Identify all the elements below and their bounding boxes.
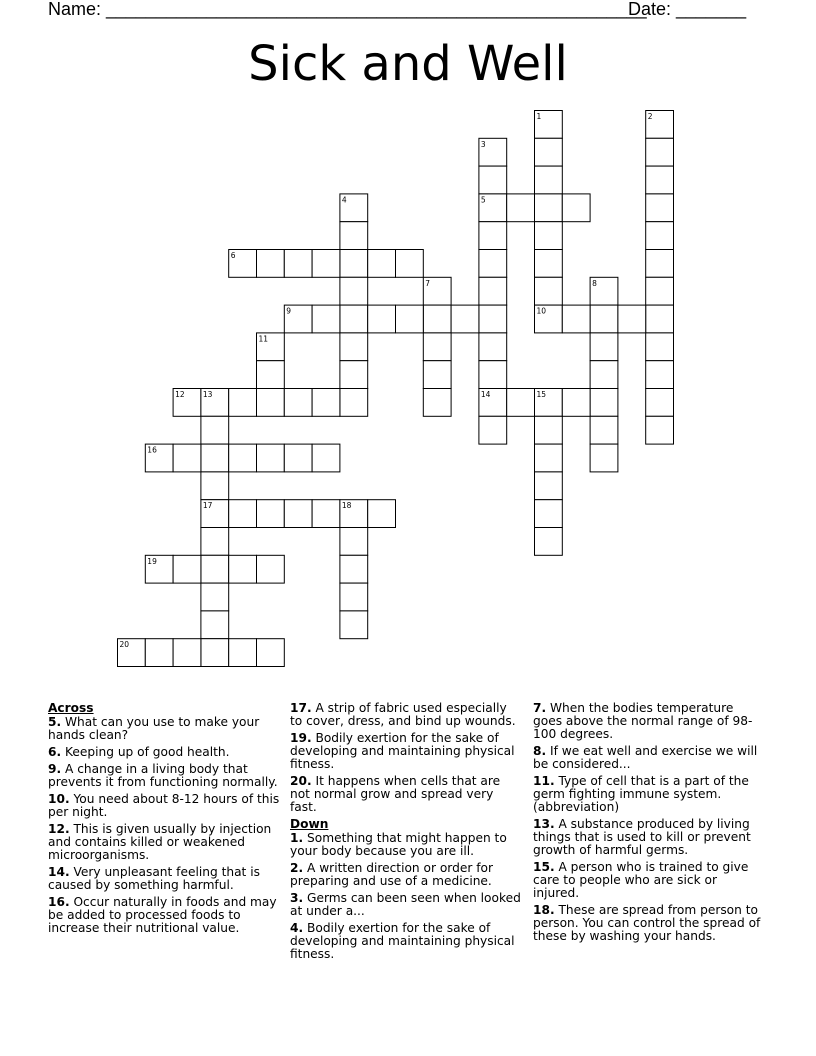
clue-number: 1 <box>536 112 542 121</box>
grid-cell[interactable] <box>257 389 285 417</box>
grid-cell[interactable] <box>340 555 368 583</box>
clue-number: 3 <box>480 139 486 149</box>
grid-cell[interactable] <box>201 528 229 556</box>
grid-cell[interactable] <box>201 444 229 472</box>
clue-across: 14. Very unpleasant feeling that is caused by something harmful. <box>48 865 260 892</box>
grid-cell[interactable] <box>423 389 451 417</box>
clue-across: 17. A strip of fabric used especially to cover, dress, and bind up wounds. <box>290 701 516 728</box>
clue-number: 6 <box>230 251 236 260</box>
grid-cell[interactable] <box>145 639 173 667</box>
clue-across: 6. Keeping up of good health. <box>48 745 230 759</box>
clue-number: 8 <box>592 278 597 288</box>
grid-cell[interactable] <box>340 222 368 250</box>
clue-column-3 <box>533 702 765 947</box>
grid-cell[interactable] <box>340 277 368 305</box>
grid-cell[interactable] <box>590 416 618 444</box>
clue-across: 10. You need about 8-12 hours of this per night. <box>48 792 280 819</box>
grid-cell[interactable] <box>535 416 563 444</box>
clue-down: 8. If we eat well and exercise we will be considered... <box>533 744 758 771</box>
grid-cell[interactable] <box>396 305 424 333</box>
grid-cell[interactable] <box>646 389 674 417</box>
grid-cell[interactable] <box>284 250 312 278</box>
grid-cell[interactable] <box>423 361 451 389</box>
grid-cell[interactable] <box>201 639 229 667</box>
grid-cell[interactable] <box>201 472 229 500</box>
grid-cell[interactable] <box>646 250 674 278</box>
clue-number: 15 <box>536 390 547 399</box>
grid-cell[interactable] <box>590 444 618 472</box>
grid-cell[interactable] <box>618 305 646 333</box>
grid-cell[interactable] <box>646 222 674 250</box>
clue-number: 13 <box>202 390 213 399</box>
clue-across: 9. A change in a living body that prevents it from functioning normally. <box>48 762 278 789</box>
clue-down: 3. Germs can been seen when looked at under a... <box>290 891 521 918</box>
grid-cell[interactable] <box>535 166 563 194</box>
clue-number: 14 <box>480 390 491 399</box>
clue-across: 16. Occur naturally in foods and may be added to processed foods to increase their nutritional value. <box>48 895 277 935</box>
grid-cell[interactable] <box>535 444 563 472</box>
clue-column-2 <box>290 702 522 965</box>
across-heading: Across <box>48 701 94 715</box>
grid-cell[interactable] <box>312 444 340 472</box>
grid-cell[interactable] <box>646 333 674 361</box>
grid-cell[interactable] <box>340 361 368 389</box>
clue-down: 18. These are spread from person to person. You can control the spread of these by washing your hands. <box>533 903 761 943</box>
grid-cell[interactable] <box>646 305 674 333</box>
grid-cell[interactable] <box>229 555 257 583</box>
grid-cell[interactable] <box>229 500 257 528</box>
grid-cell[interactable] <box>507 389 535 417</box>
grid-cell[interactable] <box>535 222 563 250</box>
grid-cell[interactable] <box>340 333 368 361</box>
clue-number: 5 <box>480 195 486 205</box>
grid-cell[interactable] <box>479 222 507 250</box>
grid-cell[interactable] <box>340 250 368 278</box>
clue-number: 11 <box>258 334 269 344</box>
clue-number: 16 <box>147 445 157 455</box>
grid-cell[interactable] <box>340 611 368 639</box>
grid-cell[interactable] <box>396 250 424 278</box>
clue-down: 7. When the bodies temperature goes above the normal range of 98-100 degrees. <box>533 701 753 741</box>
grid-cell[interactable] <box>284 500 312 528</box>
grid-cell[interactable] <box>479 305 507 333</box>
grid-cell[interactable] <box>201 416 229 444</box>
grid-cell[interactable] <box>340 389 368 417</box>
clue-number: 20 <box>119 640 130 650</box>
grid-cell[interactable] <box>646 138 674 166</box>
clue-across: 12. This is given usually by injection and contains killed or weakened microorganisms. <box>48 822 272 862</box>
clue-number: 7 <box>425 278 431 288</box>
grid-cell[interactable] <box>312 500 340 528</box>
clue-number: 19 <box>147 556 157 566</box>
grid-cell[interactable] <box>562 389 590 417</box>
grid-cell[interactable] <box>479 361 507 389</box>
grid-cell[interactable] <box>451 305 479 333</box>
grid-cell[interactable] <box>423 305 451 333</box>
grid-cell[interactable] <box>479 166 507 194</box>
grid-cell[interactable] <box>340 583 368 611</box>
grid-cell[interactable] <box>479 277 507 305</box>
grid-cell[interactable] <box>340 528 368 556</box>
grid-cell[interactable] <box>535 500 563 528</box>
clue-down: 13. A substance produced by living things that is used to kill or prevent growth of harmful germs. <box>533 817 751 857</box>
grid-cell[interactable] <box>646 277 674 305</box>
grid-cell[interactable] <box>590 389 618 417</box>
grid-cell[interactable] <box>479 416 507 444</box>
clue-down: 4. Bodily exertion for the sake of developing and maintaining physical fitness. <box>290 921 515 961</box>
grid-cell[interactable] <box>173 639 201 667</box>
grid-cell[interactable] <box>284 444 312 472</box>
grid-cell[interactable] <box>257 250 285 278</box>
grid-cell[interactable] <box>646 361 674 389</box>
page-title: Sick and Well <box>248 36 568 92</box>
grid-cell[interactable] <box>590 333 618 361</box>
name-field[interactable]: Name: ______________________________________________________ <box>48 0 647 19</box>
grid-cell[interactable] <box>201 611 229 639</box>
clue-number: 18 <box>341 501 352 511</box>
grid-cell[interactable] <box>173 444 201 472</box>
grid-cell[interactable] <box>312 389 340 417</box>
grid-cell[interactable] <box>590 361 618 389</box>
clue-across: 20. It happens when cells that are not normal grow and spread very fast. <box>290 774 501 814</box>
clue-down: 1. Something that might happen to your body because you are ill. <box>290 831 507 858</box>
clue-across: 19. Bodily exertion for the sake of developing and maintaining physical fitness. <box>290 731 515 771</box>
grid-cell[interactable] <box>507 194 535 222</box>
grid-cell[interactable] <box>646 166 674 194</box>
clue-number: 9 <box>286 306 292 316</box>
grid-cell[interactable] <box>229 444 257 472</box>
grid-cell[interactable] <box>535 472 563 500</box>
grid-cell[interactable] <box>562 305 590 333</box>
grid-cell[interactable] <box>423 333 451 361</box>
grid-cell[interactable] <box>368 305 396 333</box>
grid-cell[interactable] <box>646 416 674 444</box>
grid-cell[interactable] <box>562 194 590 222</box>
clue-number: 17 <box>202 501 213 511</box>
clue-down: 11. Type of cell that is a part of the germ fighting immune system. (abbreviation) <box>533 774 749 814</box>
grid-cell[interactable] <box>312 250 340 278</box>
grid-cell[interactable] <box>535 194 563 222</box>
grid-cell[interactable] <box>284 389 312 417</box>
down-heading: Down <box>290 817 329 831</box>
grid-cell[interactable] <box>201 583 229 611</box>
grid-cell[interactable] <box>257 555 285 583</box>
clue-across: 5. What can you use to make your hands clean? <box>48 715 260 742</box>
grid-cell[interactable] <box>646 194 674 222</box>
grid-cell[interactable] <box>590 305 618 333</box>
grid-cell[interactable] <box>535 138 563 166</box>
grid-cell[interactable] <box>173 555 201 583</box>
grid-cell[interactable] <box>535 277 563 305</box>
grid-cell[interactable] <box>312 305 340 333</box>
grid-cell[interactable] <box>257 500 285 528</box>
grid-cell[interactable] <box>257 639 285 667</box>
grid-cell[interactable] <box>340 305 368 333</box>
grid-cell[interactable] <box>201 555 229 583</box>
grid-cell[interactable] <box>368 250 396 278</box>
clue-number: 12 <box>175 390 185 399</box>
grid-cell[interactable] <box>257 444 285 472</box>
clue-number: 4 <box>341 195 347 205</box>
grid-cell[interactable] <box>479 250 507 278</box>
grid-cell[interactable] <box>257 361 285 389</box>
clue-number: 10 <box>536 306 547 316</box>
grid-cell[interactable] <box>368 500 396 528</box>
clue-number: 2 <box>647 112 653 121</box>
clue-column-1 <box>48 702 280 939</box>
clue-down: 2. A written direction or order for preparing and use of a medicine. <box>290 861 493 888</box>
grid-cell[interactable] <box>229 389 257 417</box>
grid-cell[interactable] <box>229 639 257 667</box>
grid-cell[interactable] <box>535 250 563 278</box>
clue-down: 15. A person who is trained to give care to people who are sick or injured. <box>533 860 749 900</box>
date-field[interactable]: Date: _______ <box>628 0 747 19</box>
grid-cell[interactable] <box>479 333 507 361</box>
grid-cell[interactable] <box>535 528 563 556</box>
